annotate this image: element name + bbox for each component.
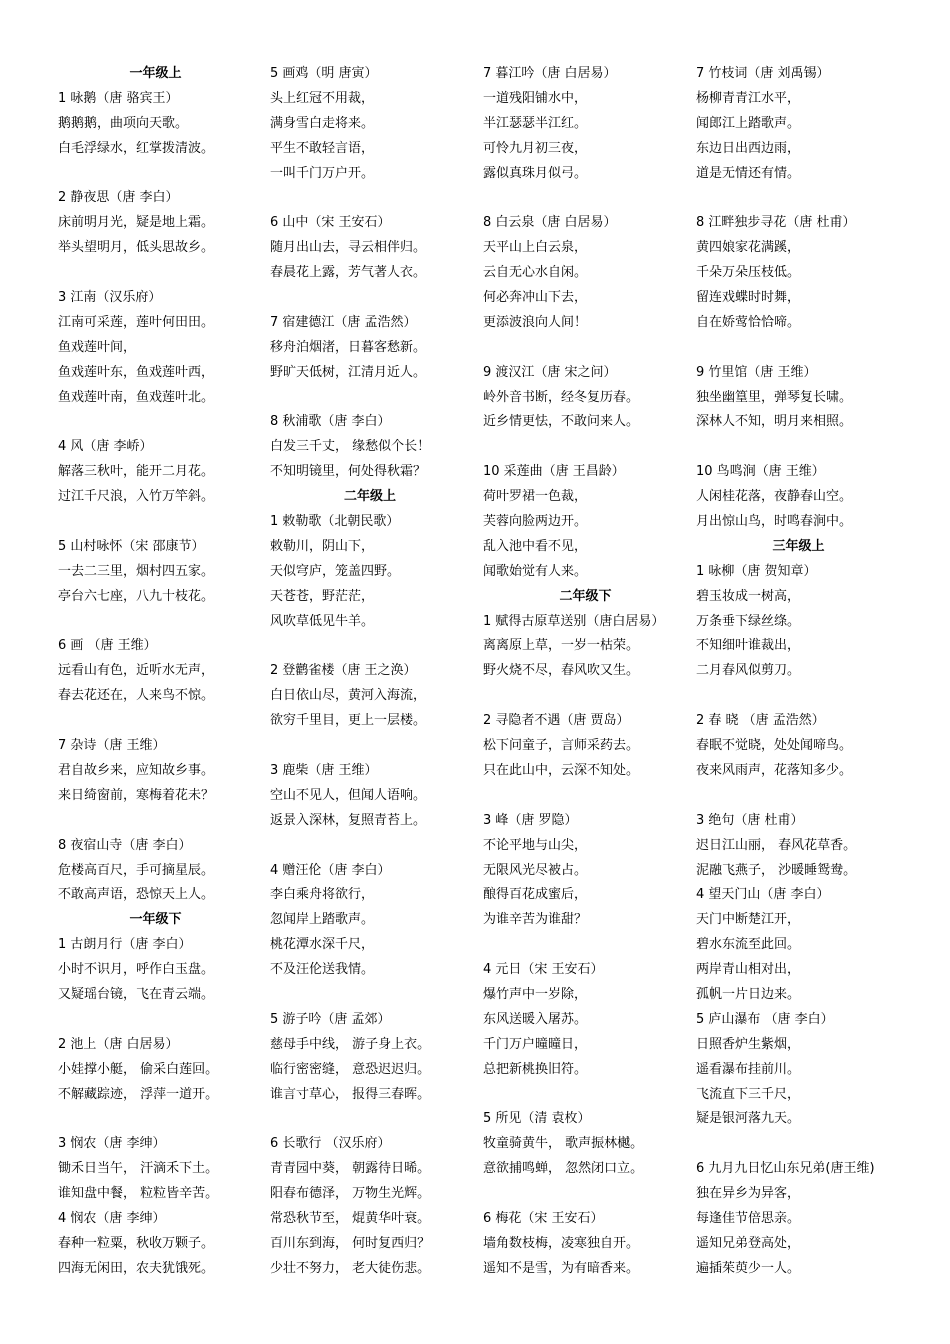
- poem-line: 谁言寸草心， 报得三春晖。: [270, 1086, 431, 1102]
- poem-title: 4 望天门山（唐 李白）: [696, 887, 830, 903]
- poem-line: 随月出山去，寻云相伴归。: [270, 240, 427, 256]
- poem-line: 慈母手中线， 游子身上衣。: [270, 1036, 431, 1052]
- poem-line: 白毛浮绿水，红掌拨清波。: [58, 140, 215, 156]
- blank-line: [483, 933, 688, 958]
- blank-line: [483, 435, 688, 460]
- blank-line: [696, 186, 901, 211]
- poem-line: 忽闻岸上踏歌声。: [270, 912, 375, 928]
- poem-line: 青青园中葵， 朝露待日晞。: [270, 1161, 431, 1177]
- poem-line: 鱼戏莲叶间，: [58, 339, 137, 355]
- poem-line: 万条垂下绿丝绦。: [696, 613, 801, 629]
- poem-title: 4 风（唐 李峤）: [58, 439, 153, 455]
- poem-line: 解落三秋叶，能开二月花。: [58, 464, 215, 480]
- poem-line: 为谁辛苦为谁甜？: [483, 912, 588, 928]
- poem-line: 杨柳青青江水平，: [696, 90, 801, 106]
- poem-line: 一去二三里，烟村四五家。: [58, 563, 215, 579]
- poem-title: 1 咏柳（唐 贺知章）: [696, 563, 817, 579]
- poem-title: 3 悯农（唐 李绅）: [58, 1136, 166, 1152]
- blank-line: [58, 410, 253, 435]
- poem-title: 9 竹里馆（唐 王维）: [696, 364, 817, 380]
- poem-line: 遥知不是雪，为有暗香来。: [483, 1260, 640, 1276]
- poem-line: 留连戏蝶时时舞，: [696, 290, 801, 306]
- poem-title: 6 画 （唐 王维）: [58, 638, 157, 654]
- blank-line: [483, 336, 688, 361]
- blank-line: [483, 186, 688, 211]
- poem-line: 半江瑟瑟半江红。: [483, 115, 588, 131]
- poem-line: 碧玉妆成一树高，: [696, 588, 801, 604]
- poem-line: 不解藏踪迹， 浮萍一道开。: [58, 1086, 219, 1102]
- poem-line: 春眠不觉晓，处处闻啼鸟。: [696, 738, 853, 754]
- poem-line: 无限风光尽被占。: [483, 862, 588, 878]
- poem-title: 4 元日（宋 王安石）: [483, 962, 604, 978]
- poem-line: 岭外音书断，经冬复历春。: [483, 389, 640, 405]
- poem-title: 3 绝句（唐 杜甫）: [696, 812, 804, 828]
- poem-line: 两岸青山相对出，: [696, 962, 801, 978]
- blank-line: [58, 1107, 253, 1132]
- poem-line: 江南可采莲，莲叶何田田。: [58, 314, 215, 330]
- blank-line: [270, 186, 470, 211]
- poem-line: 总把新桃换旧符。: [483, 1061, 588, 1077]
- poem-line: 孤帆一片日边来。: [696, 986, 801, 1002]
- poem-line: 又疑瑶台镜，飞在青云端。: [58, 986, 215, 1002]
- poem-line: 一叫千门万户开。: [270, 165, 375, 181]
- poem-line: 敕勒川，阴山下，: [270, 538, 375, 554]
- poem-title: 4 赠汪伦（唐 李白）: [270, 862, 391, 878]
- poem-line: 乱入池中看不见，: [483, 538, 588, 554]
- poem-line: 更添波浪向人间！: [483, 314, 588, 330]
- blank-line: [270, 634, 470, 659]
- poem-line: 天似穹庐，笼盖四野。: [270, 563, 401, 579]
- blank-line: [58, 162, 253, 187]
- poem-line: 床前明月光，疑是地上霜。: [58, 215, 215, 231]
- poem-line: 李白乘舟将欲行，: [270, 887, 375, 903]
- poem-line: 一道残阳铺水中，: [483, 90, 588, 106]
- poem-line: 欲穷千里目，更上一层楼。: [270, 713, 427, 729]
- poem-line: 松下问童子，言师采药去。: [483, 738, 640, 754]
- poem-line: 迟日江山丽， 春风花草香。: [696, 837, 857, 853]
- poem-line: 芙蓉向脸两边开。: [483, 514, 588, 530]
- poem-line: 日照香炉生紫烟，: [696, 1036, 801, 1052]
- poem-line: 远看山有色，近听水无声，: [58, 663, 215, 679]
- poem-line: 可怜九月初三夜，: [483, 140, 588, 156]
- poem-line: 东风送暖入屠苏。: [483, 1011, 588, 1027]
- blank-line: [58, 610, 253, 635]
- poem-line: 独坐幽篁里，弹琴复长啸。: [696, 389, 853, 405]
- poem-line: 闻歌始觉有人来。: [483, 563, 588, 579]
- poem-line: 不知细叶谁裁出，: [696, 638, 801, 654]
- poem-title: 7 宿建德江（唐 孟浩然）: [270, 314, 417, 330]
- poem-line: 黄四娘家花满蹊，: [696, 240, 801, 256]
- grade-heading: 二年级上: [343, 489, 396, 505]
- blank-line: [483, 1182, 688, 1207]
- poem-line: 危楼高百尺，手可摘星辰。: [58, 862, 215, 878]
- poem-title: 5 游子吟（唐 孟郊）: [270, 1011, 391, 1027]
- poem-title: 10 采莲曲（唐 王昌龄）: [483, 464, 625, 480]
- blank-line: [696, 336, 901, 361]
- poem-line: 头上红冠不用裁，: [270, 90, 375, 106]
- grade-heading: 三年级上: [772, 538, 825, 554]
- poem-line: 独在异乡为异客，: [696, 1186, 801, 1202]
- poem-title: 7 暮江吟（唐 白居易）: [483, 66, 617, 81]
- poem-title: 5 所见（清 袁枚）: [483, 1111, 591, 1127]
- poem-line: 月出惊山鸟，时鸣春涧中。: [696, 514, 853, 530]
- poem-line: 天门中断楚江开，: [696, 912, 801, 928]
- poem-title: 1 古朗月行（唐 李白）: [58, 937, 192, 953]
- poem-title: 1 咏鹅（唐 骆宾王）: [58, 90, 179, 106]
- poem-line: 满身雪白走将来。: [270, 115, 375, 131]
- poem-title: 10 鸟鸣涧（唐 王维）: [696, 464, 825, 480]
- poem-line: 道是无情还有情。: [696, 165, 801, 181]
- poem-line: 二月春风似剪刀。: [696, 663, 801, 679]
- poem-line: 牧童骑黄牛， 歌声振林樾。: [483, 1136, 644, 1152]
- blank-line: [58, 510, 253, 535]
- poem-title: 8 秋浦歌（唐 李白）: [270, 414, 391, 430]
- grade-heading: 二年级下: [559, 588, 612, 604]
- poem-line: 桃花潭水深千尺，: [270, 937, 375, 953]
- poem-line: 爆竹声中一岁除，: [483, 986, 588, 1002]
- poem-line: 空山不见人，但闻人语响。: [270, 787, 427, 803]
- poem-title: 3 峰（唐 罗隐）: [483, 812, 578, 828]
- poem-line: 野火烧不尽，春风吹又生。: [483, 663, 640, 679]
- poem-line: 人闲桂花落，夜静春山空。: [696, 489, 853, 505]
- poem-line: 疑是银河落九天。: [696, 1111, 801, 1127]
- blank-line: [270, 734, 470, 759]
- poem-line: 移舟泊烟渚，日暮客愁新。: [270, 339, 427, 355]
- poem-line: 碧水东流至此回。: [696, 937, 801, 953]
- poem-line: 野旷天低树，江清月近人。: [270, 364, 427, 380]
- blank-line: [270, 386, 470, 411]
- poem-line: 白日依山尽，黄河入海流，: [270, 688, 427, 704]
- column-2: [270, 62, 470, 1282]
- poem-line: 自在娇莺恰恰啼。: [696, 314, 801, 330]
- poem-line: 常恐秋节至， 焜黄华叶衰。: [270, 1210, 431, 1226]
- poem-line: 遍插茱萸少一人。: [696, 1260, 801, 1276]
- poem-line: 酿得百花成蜜后，: [483, 887, 588, 903]
- poem-line: 风吹草低见牛羊。: [270, 613, 375, 629]
- poem-line: 遥看瀑布挂前川。: [696, 1061, 801, 1077]
- blank-line: [696, 784, 901, 809]
- poem-line: 来日绮窗前，寒梅着花未？: [58, 787, 215, 803]
- poem-title: 3 江南（汉乐府）: [58, 290, 162, 306]
- poem-title: 3 鹿柴（唐 王维）: [270, 762, 378, 778]
- poem-line: 春种一粒粟，秋收万颗子。: [58, 1235, 215, 1251]
- poem-title: 8 白云泉（唐 白居易）: [483, 215, 617, 231]
- poem-title: 7 竹枝词（唐 刘禹锡）: [696, 66, 830, 81]
- poem-line: 云自无心水自闲。: [483, 265, 588, 281]
- poem-title: 7 杂诗（唐 王维）: [58, 738, 166, 754]
- poem-title: 2 登鹳雀楼（唐 王之涣）: [270, 663, 417, 679]
- poem-line: 四海无闲田，农夫犹饿死。: [58, 1260, 215, 1276]
- blank-line: [270, 834, 470, 859]
- poem-title: 8 夜宿山寺（唐 李白）: [58, 837, 192, 853]
- poem-line: 离离原上草，一岁一枯荣。: [483, 638, 640, 654]
- poem-line: 飞流直下三千尺，: [696, 1086, 801, 1102]
- poem-line: 小娃撑小艇， 偷采白莲回。: [58, 1061, 219, 1077]
- poem-title: 5 画鸡（明 唐寅）: [270, 66, 378, 81]
- poem-line: 近乡情更怯，不敢问来人。: [483, 414, 640, 430]
- poem-title: 1 赋得古原草送别（唐白居易）: [483, 613, 665, 629]
- blank-line: [483, 1083, 688, 1108]
- column-3: [483, 62, 688, 1282]
- poem-title: 2 寻隐者不遇（唐 贾岛）: [483, 713, 630, 729]
- poem-title: 2 静夜思（唐 李白）: [58, 190, 179, 206]
- column-4: [696, 62, 901, 1282]
- poem-line: 夜来风雨声，花落知多少。: [696, 762, 853, 778]
- poem-line: 春去花还在，人来鸟不惊。: [58, 688, 215, 704]
- blank-line: [270, 1107, 470, 1132]
- poem-title: 8 江畔独步寻花（唐 杜甫）: [696, 215, 856, 231]
- poem-title: 6 九月九日忆山东兄弟(唐王维): [696, 1161, 875, 1177]
- poem-line: 返景入深林，复照青苔上。: [270, 812, 427, 828]
- poem-line: 墙角数枝梅，凌寒独自开。: [483, 1235, 640, 1251]
- poem-line: 深林人不知，明月来相照。: [696, 414, 853, 430]
- blank-line: [58, 261, 253, 286]
- poem-title: 9 渡汉江（唐 宋之问）: [483, 364, 617, 380]
- grade-heading: 一年级上: [129, 66, 182, 81]
- blank-line: [696, 684, 901, 709]
- blank-line: [58, 1008, 253, 1033]
- poem-line: 鱼戏莲叶南，鱼戏莲叶北。: [58, 389, 215, 405]
- poem-line: 东边日出西边雨，: [696, 140, 801, 156]
- poem-line: 不论平地与山尖，: [483, 837, 588, 853]
- poem-title: 2 池上（唐 白居易）: [58, 1036, 179, 1052]
- poem-title: 6 梅花（宋 王安石）: [483, 1210, 604, 1226]
- poem-line: 小时不识月，呼作白玉盘。: [58, 962, 215, 978]
- poem-line: 露似真珠月似弓。: [483, 165, 588, 181]
- poem-line: 千门万户曈曈日，: [483, 1036, 588, 1052]
- poem-line: 不及汪伦送我情。: [270, 962, 375, 978]
- blank-line: [58, 809, 253, 834]
- poem-line: 锄禾日当午， 汗滴禾下土。: [58, 1161, 219, 1177]
- poem-line: 只在此山中，云深不知处。: [483, 762, 640, 778]
- poem-line: 阳春布德泽， 万物生光辉。: [270, 1186, 431, 1202]
- poem-line: 每逢佳节倍思亲。: [696, 1210, 801, 1226]
- blank-line: [696, 1132, 901, 1157]
- poem-line: 平生不敢轻言语，: [270, 140, 375, 156]
- poem-line: 谁知盘中餐， 粒粒皆辛苦。: [58, 1186, 219, 1202]
- poem-title: 2 春 晓 （唐 孟浩然）: [696, 713, 825, 729]
- poem-line: 亭台六七座，八九十枝花。: [58, 588, 215, 604]
- poem-title: 5 山村咏怀（宋 邵康节）: [58, 538, 205, 554]
- poem-line: 泥融飞燕子， 沙暖睡鸳鸯。: [696, 862, 857, 878]
- poem-line: 闻郎江上踏歌声。: [696, 115, 801, 131]
- poem-line: 举头望明月，低头思故乡。: [58, 240, 215, 256]
- poem-line: 鹅鹅鹅，曲项向天歌。: [58, 115, 189, 131]
- poem-line: 天苍苍，野茫茫，: [270, 588, 375, 604]
- grade-heading: 一年级下: [129, 912, 182, 928]
- poem-line: 百川东到海， 何时复西归？: [270, 1235, 431, 1251]
- poem-title: 6 山中（宋 王安石）: [270, 215, 391, 231]
- poem-line: 白发三千丈， 缘愁似个长！: [270, 439, 431, 455]
- poem-line: 千朵万朵压枝低。: [696, 265, 801, 281]
- poem-line: 鱼戏莲叶东，鱼戏莲叶西，: [58, 364, 215, 380]
- blank-line: [483, 784, 688, 809]
- poem-title: 6 长歌行 （汉乐府）: [270, 1136, 391, 1152]
- blank-line: [696, 435, 901, 460]
- poem-line: 君自故乡来，应知故乡事。: [58, 762, 215, 778]
- poem-line: 天平山上白云泉，: [483, 240, 588, 256]
- blank-line: [58, 709, 253, 734]
- poem-line: 遥知兄弟登高处，: [696, 1235, 801, 1251]
- blank-line: [483, 684, 688, 709]
- poem-line: 何必奔冲山下去，: [483, 290, 588, 306]
- poem-title: 5 庐山瀑布 （唐 李白）: [696, 1011, 834, 1027]
- blank-line: [270, 286, 470, 311]
- poem-line: 过江千尺浪，入竹万竿斜。: [58, 489, 215, 505]
- poem-line: 不敢高声语，恐惊天上人。: [58, 887, 215, 903]
- blank-line: [270, 983, 470, 1008]
- poem-line: 临行密密缝， 意恐迟迟归。: [270, 1061, 431, 1077]
- poem-line: 春晨花上露，芳气著人衣。: [270, 265, 427, 281]
- poem-line: 少壮不努力， 老大徒伤悲。: [270, 1260, 431, 1276]
- poem-title: 4 悯农（唐 李绅）: [58, 1210, 166, 1226]
- column-1: [58, 62, 253, 1282]
- poem-line: 不知明镜里，何处得秋霜？: [270, 464, 427, 480]
- poem-title: 1 敕勒歌（北朝民歌）: [270, 514, 400, 530]
- poem-line: 意欲捕鸣蝉， 忽然闭口立。: [483, 1161, 644, 1177]
- poem-line: 荷叶罗裙一色裁，: [483, 489, 588, 505]
